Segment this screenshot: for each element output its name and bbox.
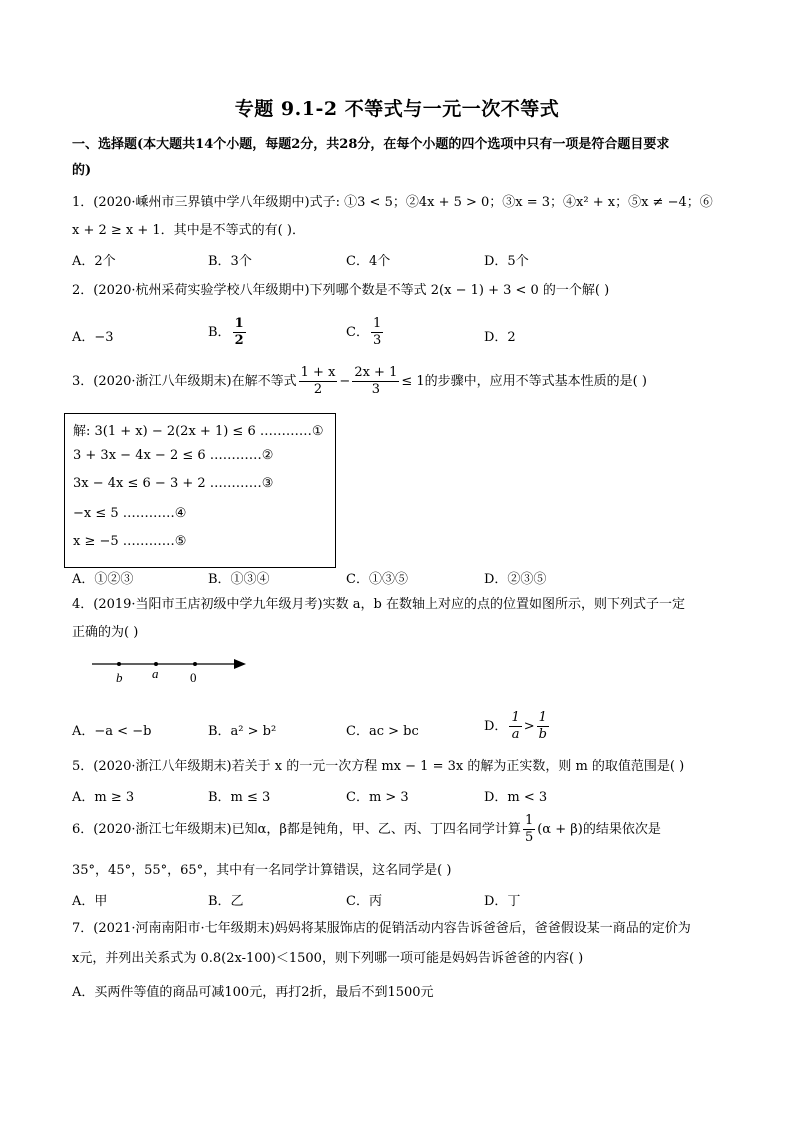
q1-option-c: C．4个 xyxy=(346,254,391,269)
q5-option-b: B．m ≤ 3 xyxy=(208,790,271,805)
q2-option-a: A．−3 xyxy=(72,330,114,345)
q6-stem-after: (α + β)的结果依次是 xyxy=(537,822,661,837)
q2-stem: 2．(2020·杭州采荷实验学校八年级期中)下列哪个数是不等式 2(x − 1) + 3 < 0 的一个解( ) xyxy=(72,283,610,298)
fraction-numerator: 1 + x xyxy=(300,365,336,380)
fraction-numerator: 1 xyxy=(538,710,547,725)
point-b-dot xyxy=(117,662,121,666)
q7-option-a: A．买两件等值的商品可减100元，再打2折，最后不到1500元 xyxy=(72,985,434,1000)
q2-option-c-fraction xyxy=(371,316,383,349)
q1-option-b: B．3个 xyxy=(208,254,252,269)
fraction-numerator: 1 xyxy=(524,813,534,828)
q3-option-d: D．②③⑤ xyxy=(484,572,547,587)
q6-fraction xyxy=(523,813,535,846)
q1-option-a: A．2个 xyxy=(72,254,116,269)
number-line-figure xyxy=(88,652,258,692)
q5-option-d: D．m < 3 xyxy=(484,790,548,805)
q5-option-c: C．m > 3 xyxy=(346,790,409,805)
q3-stem-before: 3．(2020·浙江八年级期末)在解不等式 xyxy=(72,374,297,389)
q6-stem-line1 xyxy=(72,812,661,848)
section-heading-line2: 的) xyxy=(72,163,92,178)
q3-option-a: A．①②③ xyxy=(72,572,134,587)
q3-solution-box xyxy=(64,413,336,568)
q4-option-d-label: D． xyxy=(484,719,508,734)
q7-stem-line2: x元，并列出关系式为 0.8(2x-100)＜1500，则下列哪一项可能是妈妈告诉爸爸的内容( ) xyxy=(72,951,584,966)
q1-stem-line2: x + 2 ≥ x + 1．其中是不等式的有( )． xyxy=(72,223,305,238)
q4-option-c: C．ac > bc xyxy=(346,724,419,739)
q4-option-d-gt: > xyxy=(523,719,535,734)
axis-label-zero: 0 xyxy=(190,670,197,685)
q2-option-c-label: C． xyxy=(346,325,369,340)
point-zero-dot xyxy=(193,662,197,666)
q4-option-d-fraction-1 xyxy=(509,710,521,743)
q6-option-d: D．丁 xyxy=(484,894,521,909)
q6-stem-line2: 35°，45°，55°，65°，其中有一名同学计算错误，这名同学是( ) xyxy=(72,863,452,878)
q3-fraction-1 xyxy=(299,365,338,398)
q3-step-1: 解: 3(1 + x) − 2(2x + 1) ≤ 6 …………① xyxy=(73,424,324,439)
fraction-denominator: 3 xyxy=(372,333,382,348)
q1-option-d: D．5个 xyxy=(484,254,529,269)
q3-minus: − xyxy=(339,374,351,389)
axis-label-b: b xyxy=(116,670,123,685)
fraction-numerator: 2x + 1 xyxy=(354,365,398,380)
q3-step-3: 3x − 4x ≤ 6 − 3 + 2 …………③ xyxy=(73,476,274,491)
q4-option-b: B．a² > b² xyxy=(208,724,277,739)
q3-stem-after: ≤ 1的步骤中，应用不等式基本性质的是( ) xyxy=(401,374,647,389)
q4-option-a: A．−a < −b xyxy=(72,724,152,739)
fraction-denominator: b xyxy=(538,727,547,742)
q3-option-b: B．①③④ xyxy=(208,572,270,587)
q5-option-a: A．m ≥ 3 xyxy=(72,790,135,805)
q2-option-c xyxy=(346,316,385,349)
page-title: 专题 9.1-2 不等式与一元一次不等式 xyxy=(234,98,560,120)
q6-stem-before: 6．(2020·浙江七年级期末)已知α，β都是钝角，甲、乙、丙、丁四名同学计算 xyxy=(72,822,521,837)
q2-option-d: D．2 xyxy=(484,330,516,345)
number-line-arrowhead xyxy=(234,659,246,669)
q5-stem: 5．(2020·浙江八年级期末)若关于 x 的一元一次方程 mx − 1 = 3x 的解为正实数，则 m 的取值范围是( ) xyxy=(72,759,685,774)
section-heading-line1: 一、选择题(本大题共14个小题，每题2分，共28分，在每个小题的四个选项中只有一项是符合题目要求 xyxy=(72,137,670,152)
q6-option-b: B．乙 xyxy=(208,894,244,909)
fraction-denominator: 3 xyxy=(371,382,380,397)
q1-stem-line1: 1．(2020·嵊州市三界镇中学八年级期中)式子: ①3 < 5；②4x + 5 > 0；③x = 3；④x² + x；⑤x ≠ −4；⑥ xyxy=(72,195,713,210)
q3-option-c: C．①③⑤ xyxy=(346,572,408,587)
fraction-denominator: 2 xyxy=(234,333,244,348)
fraction-numerator: 1 xyxy=(234,316,244,331)
q3-step-5: x ≥ −5 …………⑤ xyxy=(73,534,187,549)
q2-option-b-fraction xyxy=(233,316,246,349)
q3-step-4: −x ≤ 5 …………④ xyxy=(73,506,187,521)
fraction-denominator: a xyxy=(511,727,520,742)
axis-label-a: a xyxy=(152,666,159,681)
q3-fraction-2 xyxy=(352,365,399,398)
q4-option-d xyxy=(484,710,551,743)
q6-option-c: C．丙 xyxy=(346,894,382,909)
q4-stem-line2: 正确的为( ) xyxy=(72,625,139,640)
q4-option-d-fraction-2 xyxy=(537,710,549,743)
q7-stem-line1: 7．(2021·河南南阳市·七年级期末)妈妈将某服饰店的促销活动内容告诉爸爸后，爸爸假设某一商品的定价为 xyxy=(72,921,691,936)
fraction-numerator: 1 xyxy=(511,710,520,725)
q3-step-2: 3 + 3x − 4x − 2 ≤ 6 …………② xyxy=(73,448,274,463)
q2-option-b xyxy=(208,316,248,349)
q4-stem-line1: 4．(2019·当阳市王店初级中学九年级月考)实数 a，b 在数轴上对应的点的位置如图所示，则下列式子一定 xyxy=(72,597,685,612)
q3-stem xyxy=(72,364,647,400)
fraction-numerator: 1 xyxy=(372,316,382,331)
q2-option-b-label: B． xyxy=(208,325,231,340)
q6-option-a: A．甲 xyxy=(72,894,108,909)
fraction-denominator: 2 xyxy=(313,382,323,397)
fraction-denominator: 5 xyxy=(524,830,534,845)
